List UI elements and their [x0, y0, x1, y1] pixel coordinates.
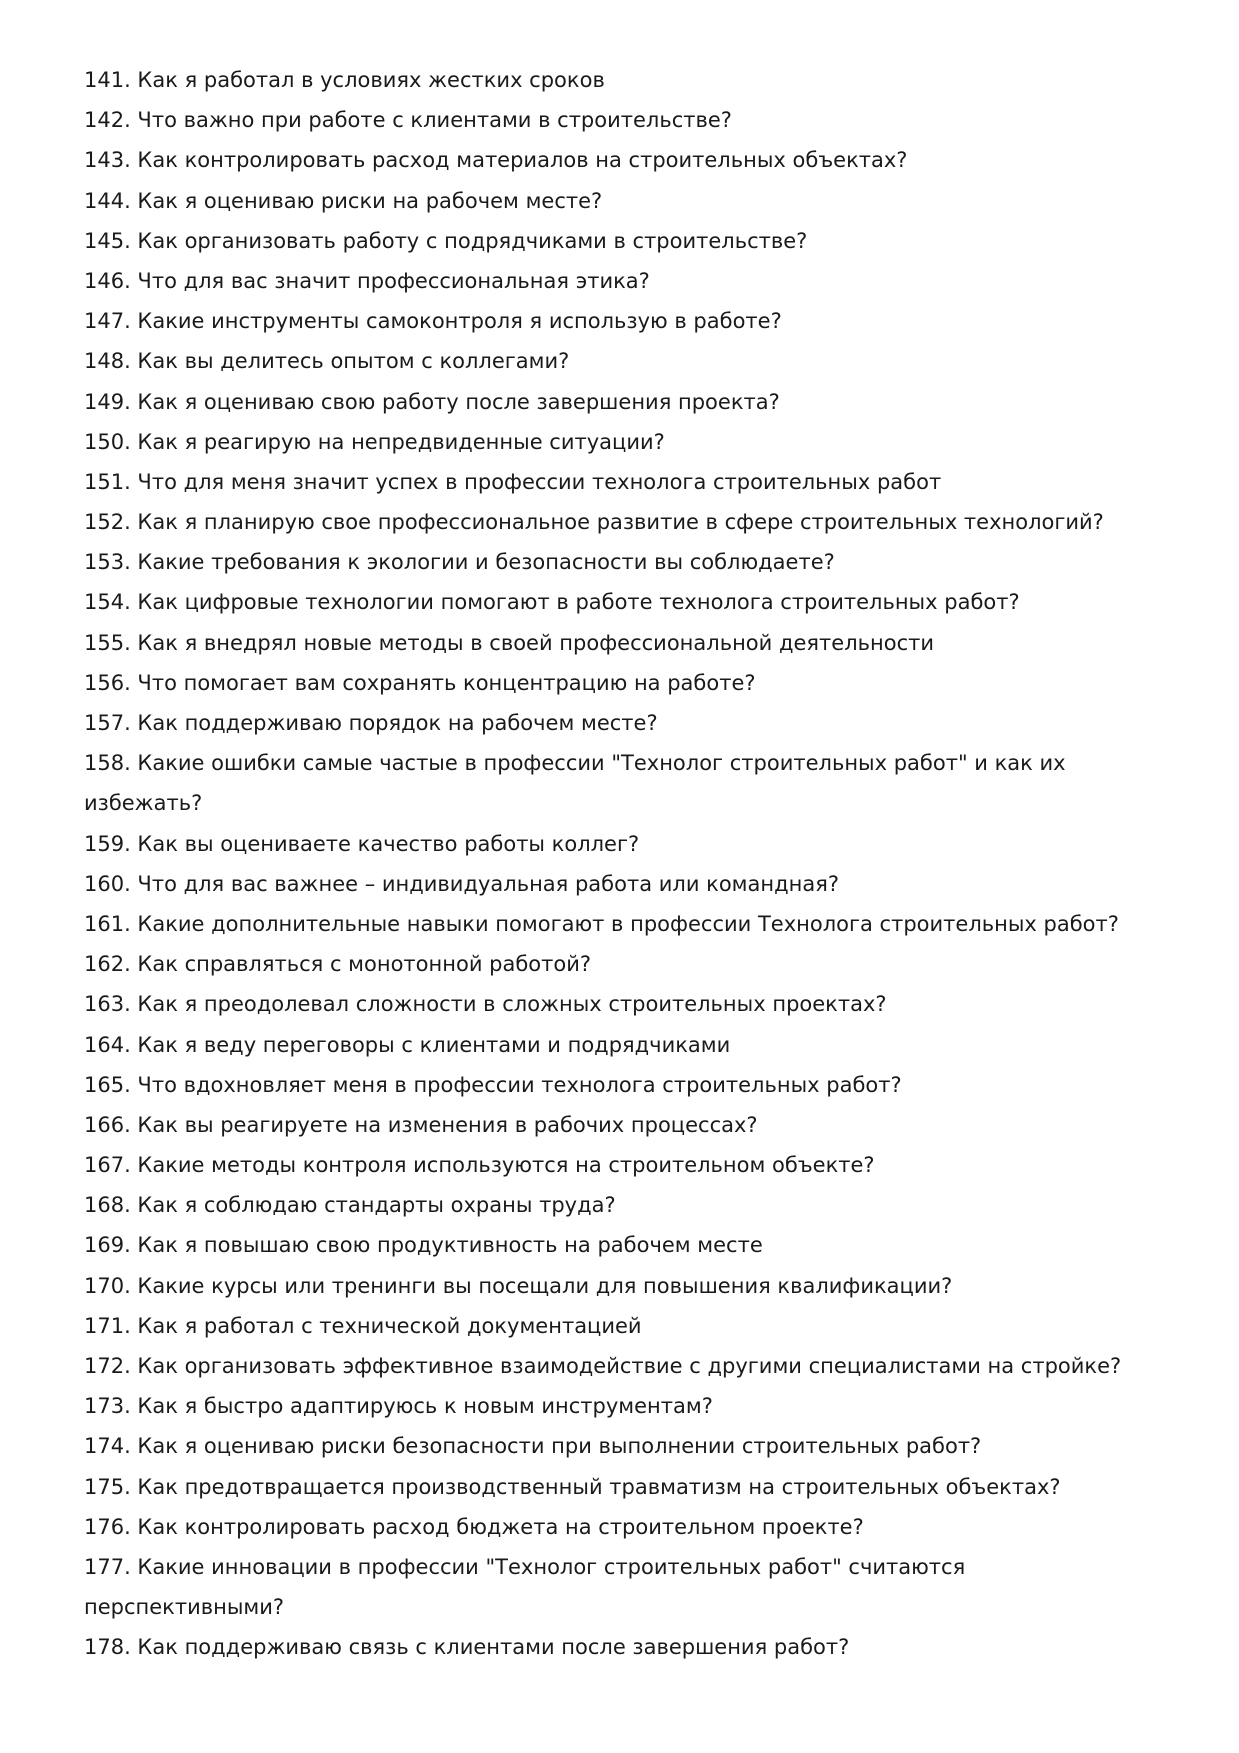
question-line: 145. Как организовать работу с подрядчиками в строительстве? — [84, 228, 808, 253]
question-line: 159. Как вы оцениваете качество работы коллег? — [84, 831, 640, 856]
question-line: 142. Что важно при работе с клиентами в строительстве? — [84, 108, 732, 133]
question-line: 164. Как я веду переговоры с клиентами и подрядчиками — [84, 1032, 731, 1057]
question-line: 160. Что для вас важнее – индивидуальная работа или командная? — [84, 871, 840, 896]
question-line: 154. Как цифровые технологии помогают в работе технолога строительных работ? — [84, 590, 1020, 615]
question-line: 147. Какие инструменты самоконтроля я использую в работе? — [84, 309, 782, 334]
question-line: 158. Какие ошибки самые частые в профессии "Технолог строительных работ" и как их — [84, 751, 1066, 776]
question-line: 169. Как я повышаю свою продуктивность на рабочем месте — [84, 1233, 763, 1258]
question-line: 168. Как я соблюдаю стандарты охраны труда? — [84, 1193, 616, 1218]
question-line: 171. Как я работал с технической документацией — [84, 1313, 642, 1338]
question-line: 144. Как я оцениваю риски на рабочем месте? — [84, 188, 603, 213]
question-line: 155. Как я внедрял новые методы в своей профессиональной деятельности — [84, 630, 934, 655]
question-line: 156. Что помогает вам сохранять концентрацию на работе? — [84, 670, 756, 695]
question-line-continuation: перспективными? — [84, 1595, 285, 1620]
question-line: 149. Как я оцениваю свою работу после завершения проекта? — [84, 389, 780, 414]
question-line: 153. Какие требования к экологии и безопасности вы соблюдаете? — [84, 550, 835, 575]
question-line-continuation: избежать? — [84, 791, 203, 816]
question-line: 166. Как вы реагируете на изменения в рабочих процессах? — [84, 1112, 758, 1137]
question-line: 175. Как предотвращается производственный травматизм на строительных объектах? — [84, 1474, 1061, 1499]
question-line: 167. Какие методы контроля используются на строительном объекте? — [84, 1153, 875, 1178]
question-line: 143. Как контролировать расход материалов на строительных объектах? — [84, 148, 908, 173]
question-line: 157. Как поддерживаю порядок на рабочем месте? — [84, 711, 658, 735]
question-line: 174. Как я оцениваю риски безопасности при выполнении строительных работ? — [84, 1434, 982, 1459]
question-line: 148. Как вы делитесь опытом с коллегами? — [84, 349, 570, 374]
question-line: 176. Как контролировать расход бюджета на строительном проекте? — [84, 1514, 864, 1539]
question-line: 161. Какие дополнительные навыки помогают в профессии Технолога строительных работ? — [84, 911, 1119, 936]
question-line: 172. Как организовать эффективное взаимодействие с другими специалистами на стройке? — [84, 1354, 1122, 1378]
question-line: 163. Как я преодолевал сложности в сложных строительных проектах? — [84, 992, 887, 1017]
question-line: 151. Что для меня значит успех в профессии технолога строительных работ — [84, 469, 942, 494]
question-line: 170. Какие курсы или тренинги вы посещали для повышения квалификации? — [84, 1273, 953, 1298]
question-line: 173. Как я быстро адаптируюсь к новым инструментам? — [84, 1394, 713, 1419]
question-line: 162. Как справляться с монотонной работой? — [84, 952, 592, 977]
question-line: 165. Что вдохновляет меня в профессии технолога строительных работ? — [84, 1072, 902, 1097]
question-line: 152. Как я планирую свое профессиональное развитие в сфере строительных технологий? — [84, 510, 1104, 535]
question-line: 178. Как поддерживаю связь с клиентами после завершения работ? — [84, 1635, 850, 1660]
question-list — [84, 60, 1184, 1668]
question-line: 150. Как я реагирую на непредвиденные ситуации? — [84, 429, 665, 454]
question-line: 177. Какие инновации в профессии "Технолог строительных работ" считаются — [84, 1554, 966, 1579]
question-line: 141. Как я работал в условиях жестких сроков — [84, 68, 605, 92]
question-line: 146. Что для вас значит профессиональная этика? — [84, 268, 650, 293]
